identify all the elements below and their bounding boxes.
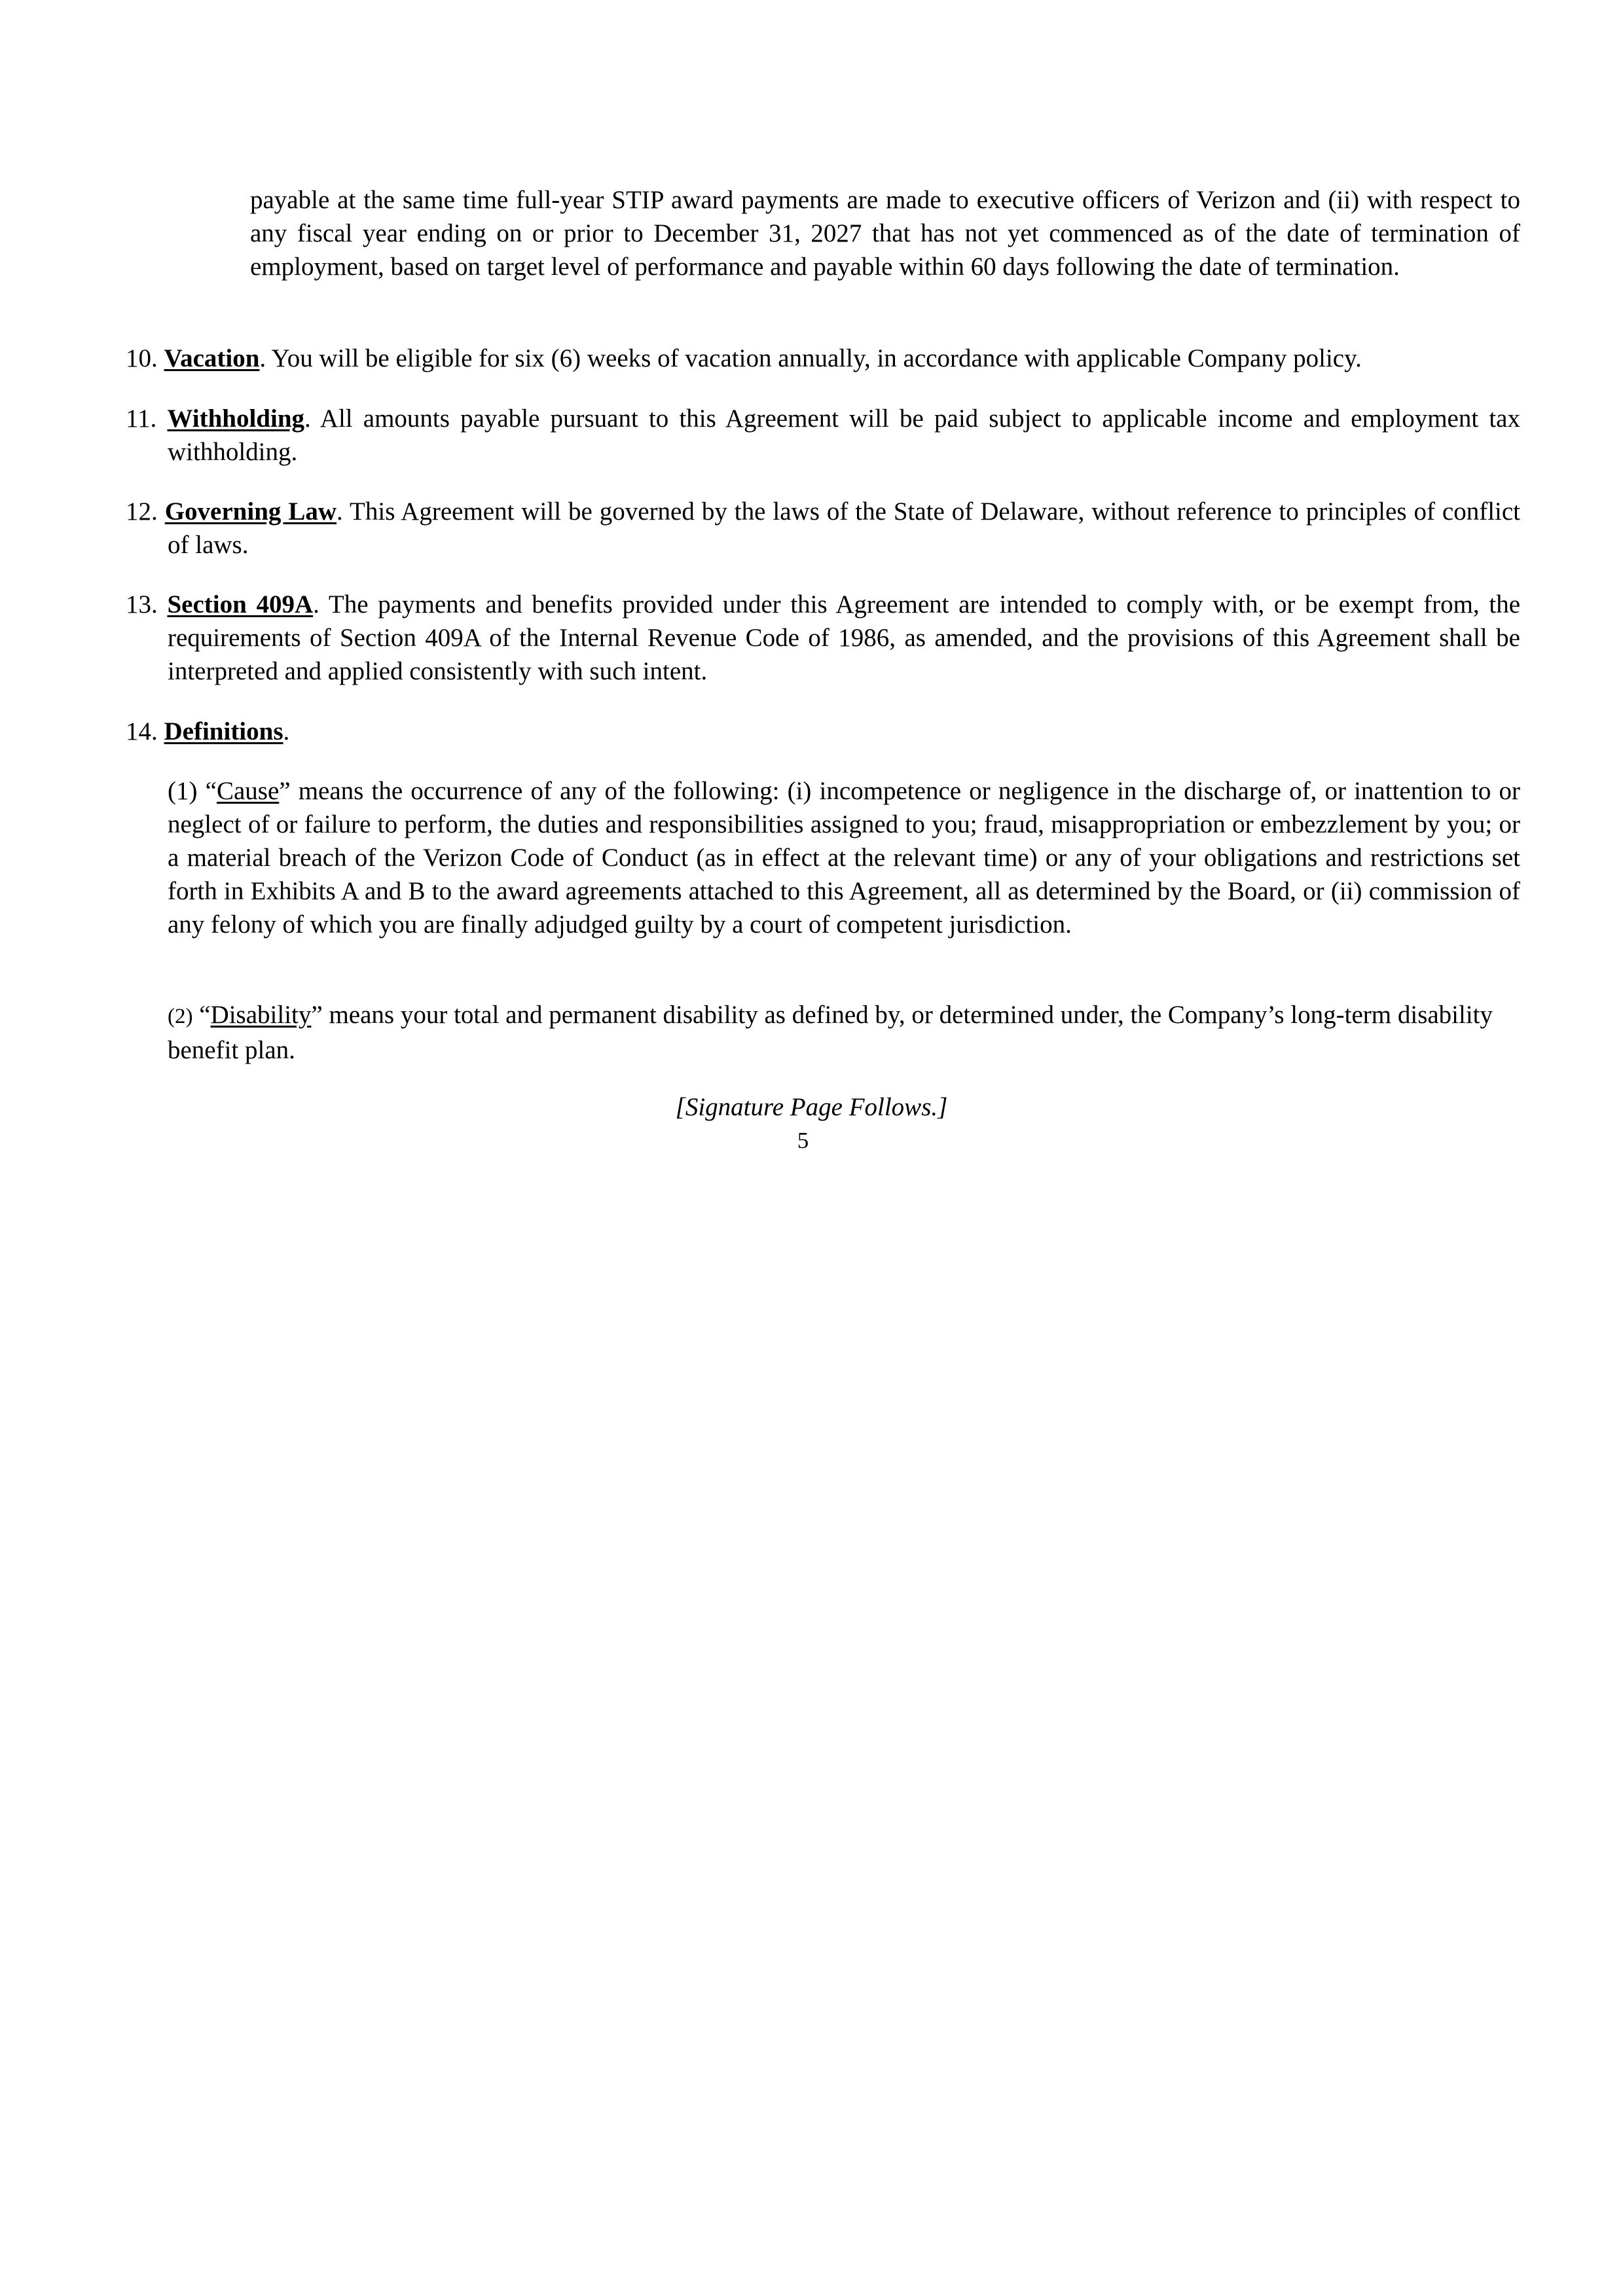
section-number: 14. bbox=[126, 717, 158, 745]
section-14-definitions bbox=[126, 715, 1520, 748]
section-title: Vacation bbox=[164, 344, 260, 372]
section-number: 11. bbox=[126, 404, 157, 433]
section-body: . This Agreement will be governed by the laws of the State of Delaware, without reference to principles of conflict of laws. bbox=[168, 497, 1521, 559]
definition-open-quote: “ bbox=[205, 777, 217, 805]
section-title: Section 409A bbox=[167, 590, 314, 619]
continued-paragraph bbox=[250, 183, 1520, 283]
definition-number: (2) bbox=[168, 1005, 193, 1028]
continued-paragraph-text: payable at the same time full-year STIP award payments are made to executive officers of Verizon and (ii) with respect to any fiscal year ending on or prior to December 31, 2027 that has not yet commenced as of the date of termination of employment, based on target level of performance and payable within 60 days following the date of termination. bbox=[250, 186, 1520, 281]
section-12-governing-law bbox=[126, 495, 1520, 562]
definition-term: Disability bbox=[210, 1001, 312, 1029]
section-10-vacation bbox=[126, 342, 1520, 375]
definition-body: ” means your total and permanent disability as defined by, or determined under, the Company’s long-term disability benefit plan. bbox=[168, 1001, 1493, 1064]
signature-page-note: [Signature Page Follows.] bbox=[675, 1093, 948, 1121]
section-11-withholding bbox=[126, 402, 1520, 469]
definition-body: ” means the occurrence of any of the following: (i) incompetence or negligence in the discharge of, or inattention to or neglect of or failure to perform, the duties and responsibilities assigned to you; fraud, misappropriation or embezzlement by you; or a material breach of the Verizon Code of Conduct (as in effect at the relevant time) or any of your obligations and restrictions set forth in Exhibits A and B to the award agreements attached to this Agreement, all as determined by the Board, or (ii) commission of any felony of which you are finally adjudged guilty by a court of competent jurisdiction. bbox=[168, 777, 1521, 939]
section-title: Definitions bbox=[164, 717, 283, 745]
definition-term: Cause bbox=[216, 777, 280, 805]
definition-open-quote: “ bbox=[199, 1001, 211, 1029]
section-title: Withholding bbox=[167, 404, 305, 433]
definition-number: (1) bbox=[168, 777, 198, 805]
page-number: 5 bbox=[797, 1128, 809, 1153]
section-body: . All amounts payable pursuant to this Agreement will be paid subject to applicable income and employment tax withholding. bbox=[168, 404, 1520, 466]
section-number: 12. bbox=[126, 497, 158, 526]
section-number: 10. bbox=[126, 344, 158, 372]
definition-cause bbox=[168, 774, 1520, 941]
definition-disability bbox=[168, 998, 1520, 1067]
section-body: . The payments and benefits provided under this Agreement are intended to comply with, or be exempt from, the requirements of Section 409A of the Internal Revenue Code of 1986, as amended, and the provisions of this Agreement shall be interpreted and applied consistently with such intent. bbox=[168, 590, 1520, 685]
section-body: . bbox=[283, 717, 290, 745]
section-title: Governing Law bbox=[164, 497, 337, 526]
section-13-section-409a bbox=[126, 588, 1520, 688]
section-body: . You will be eligible for six (6) weeks of vacation annually, in accordance with applicable Company policy. bbox=[259, 344, 1362, 372]
section-number: 13. bbox=[126, 590, 158, 619]
